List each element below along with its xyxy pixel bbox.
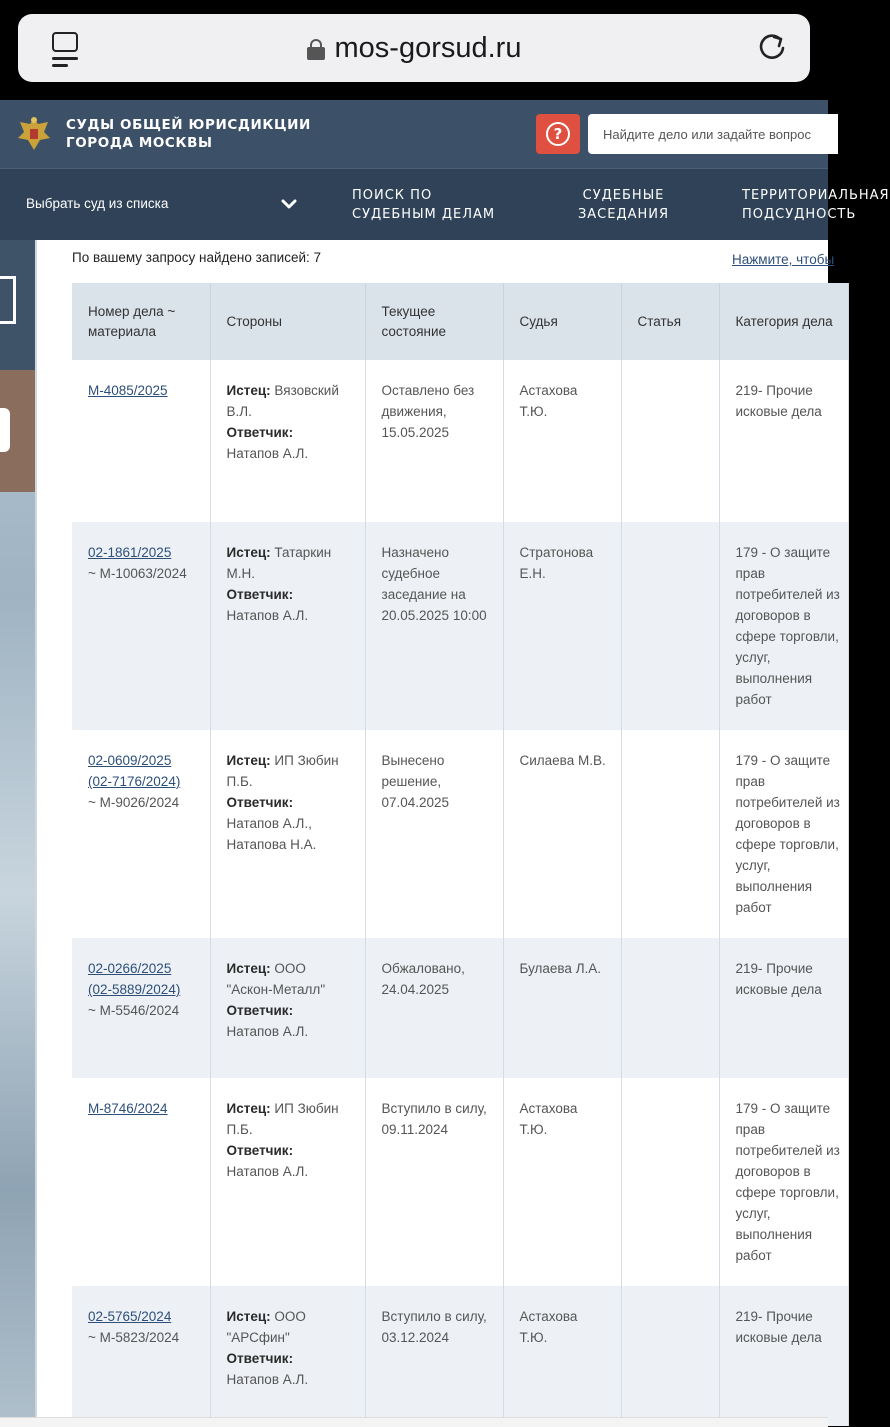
- site-header: [0, 100, 828, 168]
- judge-cell: Силаева М.В.: [503, 730, 621, 938]
- column-header-article[interactable]: Статья: [621, 283, 719, 360]
- status-cell: Вынесено решение, 07.04.2025: [365, 730, 503, 938]
- case-number-cell: [72, 1078, 210, 1286]
- site-title-line2: ГОРОДА МОСКВЫ: [66, 135, 213, 151]
- nav-item-line: СУДЕБНЫЕ: [582, 188, 665, 203]
- table-header-row: [72, 283, 848, 360]
- question-icon: ?: [546, 122, 570, 146]
- defendant-label: Ответчик:: [226, 1003, 294, 1018]
- main-nav: [0, 168, 890, 240]
- nav-item-line: ТЕРРИТОРИАЛЬНАЯ: [742, 188, 890, 203]
- defendant-label: Ответчик:: [226, 1351, 294, 1366]
- material-number: ~ М-9026/2024: [88, 795, 180, 810]
- plaintiff-name: ООО "Аскон-Металл": [226, 961, 326, 997]
- help-button[interactable]: [536, 114, 580, 154]
- case-number-cell: [72, 522, 210, 730]
- material-number: ~ М-10063/2024: [88, 566, 187, 581]
- nav-item-line: ЗАСЕДАНИЯ: [577, 207, 670, 222]
- court-select-label: Выбрать суд из списка: [26, 196, 169, 211]
- nav-item-case-search[interactable]: [352, 186, 495, 224]
- bottom-divider: [0, 1417, 828, 1427]
- url-display[interactable]: [18, 14, 810, 82]
- judge-cell: Астахова Т.Ю.: [503, 360, 621, 522]
- case-number-cell: [72, 938, 210, 1078]
- defendant-name: Натапов А.Л.: [226, 446, 309, 461]
- browser-toolbar: [0, 0, 828, 100]
- defendant-name: Натапов А.Л., Натапова Н.А.: [226, 816, 317, 852]
- column-header-category[interactable]: Категория дела: [719, 283, 848, 360]
- case-number-link[interactable]: 02-1861/2025: [88, 545, 172, 560]
- lock-icon: [307, 39, 325, 59]
- status-cell: Вступило в силу, 03.12.2024: [365, 1286, 503, 1426]
- parties-cell: [210, 938, 365, 1078]
- defendant-name: Натапов А.Л.: [226, 1164, 309, 1179]
- plaintiff-name: Вязовский В.Л.: [226, 383, 339, 419]
- side-tab-2[interactable]: [0, 370, 37, 492]
- address-bar[interactable]: [18, 14, 810, 82]
- side-panel-background: [0, 240, 37, 1427]
- status-cell: Назначено судебное заседание на 20.05.2025 10:00: [365, 522, 503, 730]
- reload-icon[interactable]: [754, 30, 790, 66]
- category-cell: 179 - О защите прав потребителей из договоров в сфере торговли, услуг, выполнения работ: [719, 730, 848, 938]
- nav-item-jurisdiction[interactable]: [742, 186, 890, 224]
- search-input[interactable]: [588, 114, 838, 154]
- plaintiff-label: Истец:: [226, 383, 271, 398]
- case-number-cell: [72, 730, 210, 938]
- case-number-link[interactable]: М-8746/2024: [88, 1101, 168, 1116]
- case-number-link[interactable]: 02-0266/2025: [88, 961, 172, 976]
- status-cell: Вступило в силу, 09.11.2024: [365, 1078, 503, 1286]
- article-cell: [621, 360, 719, 522]
- parties-cell: [210, 360, 365, 522]
- plaintiff-name: ООО "АРСфин": [226, 1309, 306, 1345]
- article-cell: [621, 1078, 719, 1286]
- defendant-label: Ответчик:: [226, 1143, 294, 1158]
- plaintiff-name: ИП Зюбин П.Б.: [226, 1101, 339, 1137]
- defendant-label: Ответчик:: [226, 587, 294, 602]
- case-number-link[interactable]: (02-7176/2024): [88, 774, 181, 789]
- judge-cell: Булаева Л.А.: [503, 938, 621, 1078]
- article-cell: [621, 730, 719, 938]
- case-number-link[interactable]: 02-5765/2024: [88, 1309, 172, 1324]
- parties-cell: [210, 1078, 365, 1286]
- judge-cell: Стратонова Е.Н.: [503, 522, 621, 730]
- parties-cell: [210, 730, 365, 938]
- column-header-judge[interactable]: Судья: [503, 283, 621, 360]
- chevron-down-icon: [280, 195, 298, 213]
- judge-cell: Астахова Т.Ю.: [503, 1286, 621, 1426]
- document-icon: [0, 276, 16, 324]
- parties-cell: [210, 522, 365, 730]
- status-cell: Обжаловано, 24.04.2025: [365, 938, 503, 1078]
- case-number-cell: [72, 360, 210, 522]
- nav-item-line: ПОДСУДНОСТЬ: [742, 207, 857, 222]
- results-help-link[interactable]: Нажмите, чтобы: [732, 252, 835, 267]
- site-title-line1: СУДЫ ОБЩЕЙ ЮРИСДИКЦИИ: [66, 117, 311, 133]
- case-number-link[interactable]: 02-0609/2025: [88, 753, 172, 768]
- results-content: [37, 240, 840, 1420]
- category-cell: 219- Прочие исковые дела: [719, 1286, 848, 1426]
- table-row: [72, 938, 848, 1078]
- case-number-cell: [72, 1286, 210, 1426]
- material-number: ~ М-5823/2024: [88, 1330, 180, 1345]
- case-number-link[interactable]: М-4085/2025: [88, 383, 168, 398]
- results-count: По вашему запросу найдено записей: 7: [72, 250, 321, 265]
- category-cell: 179 - О защите прав потребителей из договоров в сфере торговли, услуг, выполнения работ: [719, 522, 848, 730]
- column-header-case-number[interactable]: Номер дела ~ материала: [72, 283, 210, 360]
- defendant-label: Ответчик:: [226, 425, 294, 440]
- plaintiff-label: Истец:: [226, 961, 271, 976]
- site-title[interactable]: [66, 116, 366, 152]
- hand-icon: [0, 408, 10, 452]
- table-row: [72, 1078, 848, 1286]
- plaintiff-label: Истец:: [226, 1309, 271, 1324]
- coat-of-arms-icon[interactable]: [16, 114, 52, 154]
- column-header-parties[interactable]: Стороны: [210, 283, 365, 360]
- article-cell: [621, 1286, 719, 1426]
- table-row: [72, 730, 848, 938]
- cases-table: [72, 283, 849, 1426]
- defendant-name: Натапов А.Л.: [226, 1024, 309, 1039]
- article-cell: [621, 938, 719, 1078]
- column-header-status[interactable]: Текущее состояние: [365, 283, 503, 360]
- defendant-name: Натапов А.Л.: [226, 1372, 309, 1387]
- nav-item-line: СУДЕБНЫМ ДЕЛАМ: [352, 207, 496, 222]
- category-cell: 219- Прочие исковые дела: [719, 938, 848, 1078]
- plaintiff-name: Татаркин М.Н.: [226, 545, 332, 581]
- table-row: [72, 360, 848, 522]
- nav-item-line: ПОИСК ПО: [352, 188, 433, 203]
- plaintiff-label: Истец:: [226, 1101, 271, 1116]
- status-cell: Оставлено без движения, 15.05.2025: [365, 360, 503, 522]
- defendant-label: Ответчик:: [226, 795, 294, 810]
- table-row: [72, 1286, 848, 1426]
- material-number: ~ М-5546/2024: [88, 1003, 180, 1018]
- category-cell: 179 - О защите прав потребителей из договоров в сфере торговли, услуг, выполнения работ: [719, 1078, 848, 1286]
- parties-cell: [210, 1286, 365, 1426]
- article-cell: [621, 522, 719, 730]
- nav-item-court-sessions[interactable]: [576, 186, 671, 224]
- side-tab-1[interactable]: [0, 240, 37, 370]
- table-row: [72, 522, 848, 730]
- judge-cell: Астахова Т.Ю.: [503, 1078, 621, 1286]
- defendant-name: Натапов А.Л.: [226, 608, 309, 623]
- case-number-link[interactable]: (02-5889/2024): [88, 982, 181, 997]
- category-cell: 219- Прочие исковые дела: [719, 360, 848, 522]
- plaintiff-name: ИП Зюбин П.Б.: [226, 753, 339, 789]
- plaintiff-label: Истец:: [226, 753, 271, 768]
- court-select-dropdown[interactable]: [0, 169, 325, 241]
- url-text: mos-gorsud.ru: [334, 32, 522, 64]
- plaintiff-label: Истец:: [226, 545, 271, 560]
